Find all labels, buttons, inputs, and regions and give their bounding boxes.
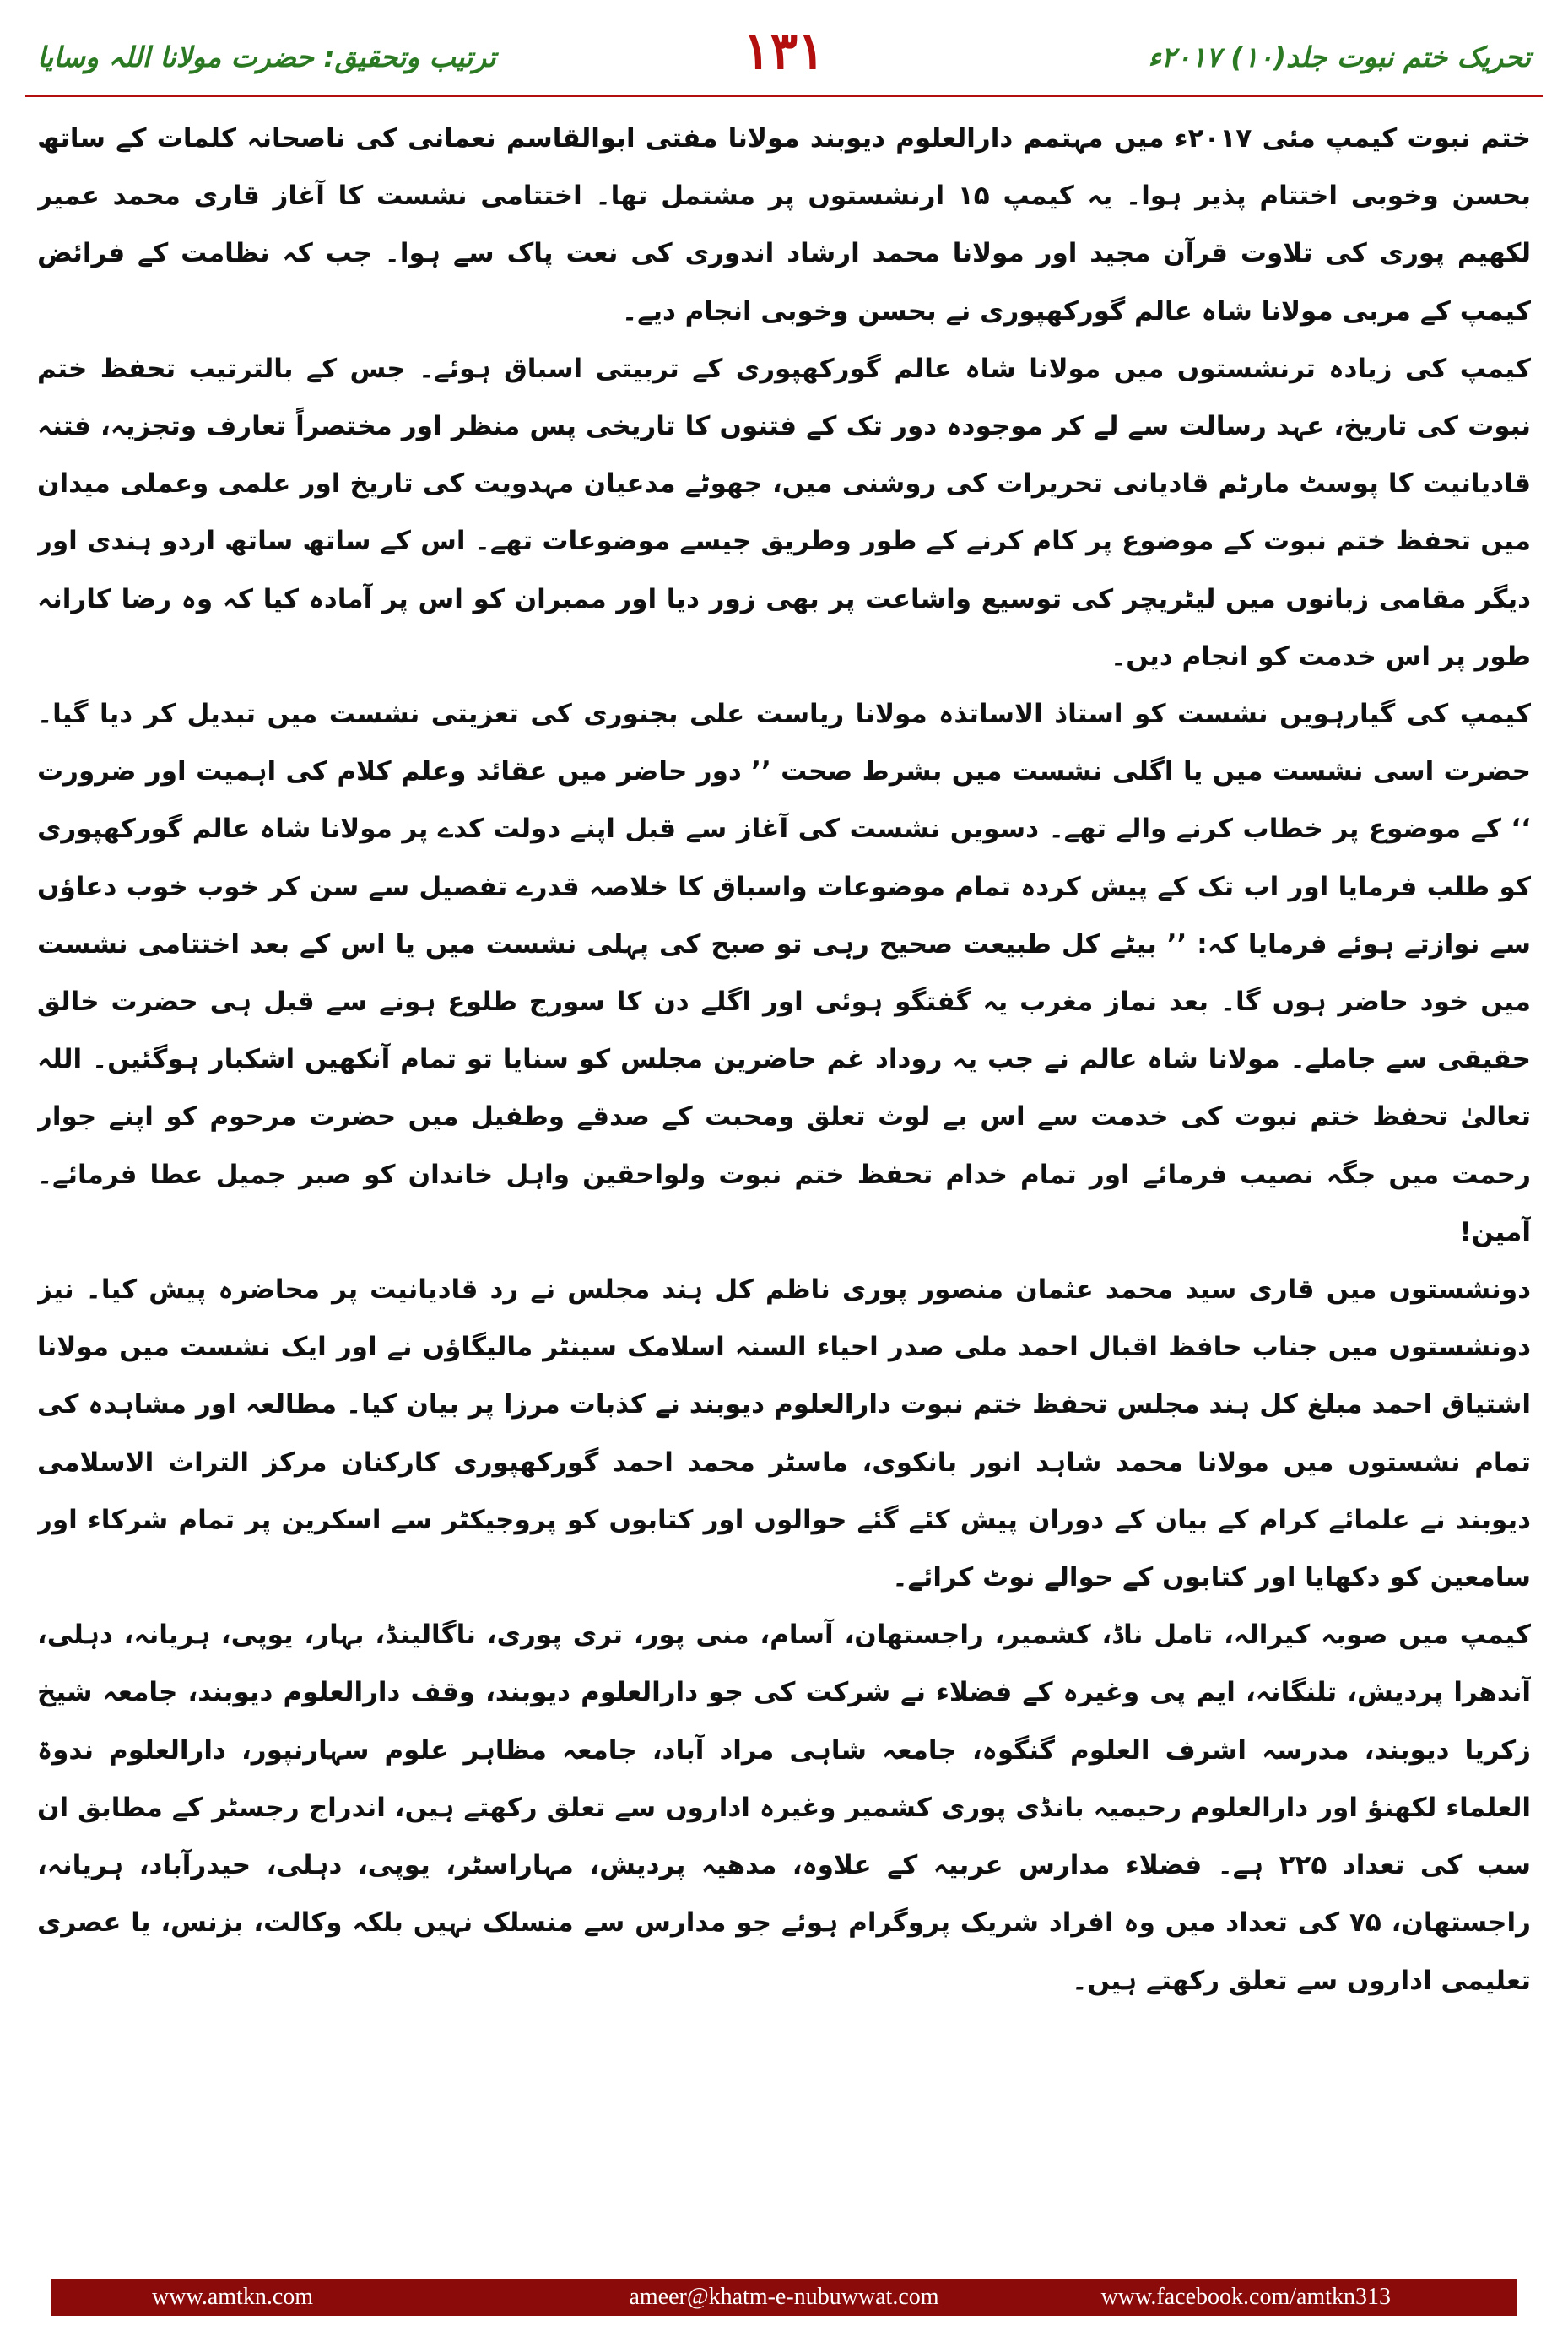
page-footer <box>51 2279 1517 2316</box>
paragraph-lectures: دونشستوں میں قاری سید محمد عثمان منصور پوری ناظم کل ہند مجلس نے رد قادیانیت پر محاضرہ پیش کیا۔ نیز دونشستوں میں جناب حافظ اقبال احمد ملی صدر احیاء السنہ اسلامک سینٹر مالیگاؤں نے اور ایک نشست میں مولانا اشتیاق احمد مبلغ کل ہند مجلس تحفظ ختم نبوت دارالعلوم دیوبند نے کذبات مرزا پر بیان کیا۔ مطالعہ اور مشاہدہ کی تمام نشستوں میں مولانا محمد شاہد انور بانکوی، ماسٹر محمد احمد گورکھپوری کارکنان مرکز التراث الاسلامی دیوبند نے علمائے کرام کے بیان کے دوران پیش کئے گئے حوالوں اور کتابوں کو پروجیکٹر سے اسکرین پر تمام شرکاء اور سامعین کو دکھایا اور کتابوں کے حوالے نوٹ کرائے۔ <box>37 1274 1531 1593</box>
facebook-link[interactable]: www.facebook.com/amtkn313 <box>1100 2284 1391 2310</box>
paragraph-camp-closing: ختم نبوت کیمپ مئی ۲۰۱۷ء میں مہتمم دارالعلوم دیوبند مولانا مفتی ابوالقاسم نعمانی کی ناصحانہ کلمات کے ساتھ بحسن وخوبی اختتام پذیر ہوا۔ یہ کیمپ ۱۵ ارنشستوں پر مشتمل تھا۔ اختتامی نشست کا آغاز قاری محمد عمیر لکھیم پوری کی تلاوت قرآن مجید اور مولانا محمد ارشاد اندوری کی نعت پاک سے ہوا۔ جب کہ نظامت کے فرائض کیمپ کے مربی مولانا شاہ عالم گورکھپوری نے بحسن وخوبی انجام دیے۔ <box>37 123 1531 327</box>
book-title-volume: تحریک ختم نبوت جلد(۱۰) ۲۰۱۷ء <box>1148 41 1531 73</box>
paragraph-condolence-session: کیمپ کی گیارہویں نشست کو استاذ الاساتذہ مولانا ریاست علی بجنوری کی تعزیتی نشست میں تبدیل کر دیا گیا۔ حضرت اسی نشست میں یا اگلی نشست میں بشرط صحت ’’ دور حاضر میں عقائد وعلم کلام کی اہمیت اور ضرورت ‘‘ کے موضوع پر خطاب کرنے والے تھے۔ دسویں نشست کی آغاز سے قبل اپنے دولت کدے پر مولانا شاہ عالم گورکھپوری کو طلب فرمایا اور اب تک کے پیش کردہ تمام موضوعات واسباق کا خلاصہ قدرے تفصیل سے سن کر خوب خوب دعاؤں سے نوازتے ہوئے فرمایا کہ: ’’ بیٹے کل طبیعت صحیح رہی تو صبح کی پہلی نشست میں یا اس کے بعد اختتامی نشست میں خود حاضر ہوں گا۔ بعد نماز مغرب یہ گفتگو ہوئی اور اگلے دن کا سورج طلوع ہونے سے قبل ہی حضرت خالق حقیقی سے جاملے۔ مولانا شاہ عالم نے جب یہ روداد غم حاضرین مجلس کو سنایا تو تمام آنکھیں اشکبار ہوگئیں۔ اللہ تعالیٰ تحفظ ختم نبوت کی خدمت سے اس بے لوث تعلق ومحبت کے صدقے وطفیل میں حضرت مرحوم کو اپنے جوار رحمت میں جگہ نصیب فرمائے اور تمام خدام تحفظ ختم نبوت ولواحقین واہل خاندان کو صبر جمیل عطا فرمائے۔ آمین! <box>37 699 1531 1247</box>
header-divider <box>25 95 1543 97</box>
email-link[interactable]: ameer@khatm-e-nubuwwat.com <box>629 2284 939 2310</box>
paragraph-camp-sessions: کیمپ کی زیادہ ترنشستوں میں مولانا شاہ عالم گورکھپوری کے تربیتی اسباق ہوئے۔ جس کے بالترتیب تحفظ ختم نبوت کی تاریخ، عہد رسالت سے لے کر موجودہ دور تک کے فتنوں کا تاریخی پس منظر اور مختصراً تعارف وتجزیہ، فتنہ قادیانیت کا پوسٹ مارٹم قادیانی تحریرات کی روشنی میں، جھوٹے مدعیان مہدویت کی تاریخ اور علمی وعملی میدان میں تحفظ ختم نبوت کے موضوع پر کام کرنے کے طور وطریق جیسے موضوعات تھے۔ اس کے ساتھ ساتھ اردو ہندی اور دیگر مقامی زبانوں میں لیٹریچر کی توسیع واشاعت پر بھی زور دیا اور ممبران کو اس پر آمادہ کیا کہ وہ رضا کارانہ طور پر اس خدمت کو انجام دیں۔ <box>37 353 1531 672</box>
paragraph-participants: کیمپ میں صوبہ کیرالہ، تامل ناڈ، کشمیر، راجستھان، آسام، منی پور، تری پوری، ناگالینڈ، بہار، یوپی، ہریانہ، دہلی، آندھرا پردیش، تلنگانہ، ایم پی وغیرہ کے فضلاء نے شرکت کی جو دارالعلوم دیوبند، وقف دارالعلوم دیوبند، جامعہ شیخ زکریا دیوبند، مدرسہ اشرف العلوم گنگوہ، جامعہ شاہی مراد آباد، جامعہ مظاہر علوم سہارنپور، دارالعلوم ندوۃ العلماء لکھنؤ اور دارالعلوم رحیمیہ بانڈی پوری کشمیر وغیرہ اداروں سے تعلق رکھتے ہیں، اندراج رجسٹر کے مطابق ان سب کی تعداد ۲۲۵ ہے۔ فضلاء مدارس عربیہ کے علاوہ، مدھیہ پردیش، مہاراسٹر، یوپی، دہلی، حیدرآباد، ہریانہ، راجستھان، ۷۵ کی تعداد میں وہ افراد شریک پروگرام ہوئے جو مدارس سے منسلک نہیں بلکہ وکالت، بزنس، یا عصری تعلیمی اداروں سے تعلق رکھتے ہیں۔ <box>37 1620 1531 1996</box>
website-link[interactable]: www.amtkn.com <box>152 2284 314 2310</box>
compiler-credit: ترتیب وتحقیق: حضرت مولانا اللہ وسایا <box>37 41 496 73</box>
page-number: ۱۳۱ <box>743 22 825 81</box>
page-header <box>25 10 1543 95</box>
article-body <box>37 110 1531 2270</box>
